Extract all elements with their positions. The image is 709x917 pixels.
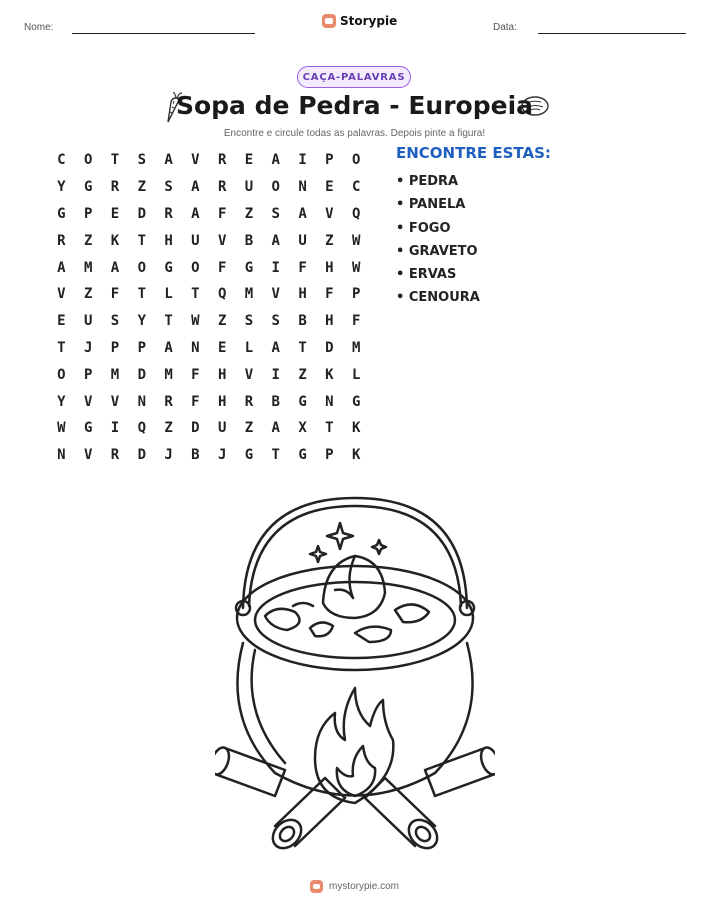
grid-letter[interactable]: N [325, 393, 334, 410]
grid-letter[interactable]: G [164, 259, 173, 276]
grid-letter[interactable]: D [137, 205, 146, 222]
word-item: • GRAVETO [396, 240, 480, 263]
grid-letter[interactable]: R [217, 179, 227, 196]
grid-letter[interactable]: R [244, 393, 254, 410]
brand-name: Storypie [340, 14, 398, 28]
grid-letter[interactable]: B [271, 393, 280, 410]
grid-letter[interactable]: Z [217, 313, 227, 330]
grid-letter[interactable]: R [164, 393, 173, 410]
storypie-logo-icon [322, 14, 336, 28]
grid-letter[interactable]: H [325, 259, 334, 276]
grid-letter[interactable]: Q [351, 205, 361, 222]
grid-letter[interactable]: O [83, 152, 93, 169]
word-item: • PANELA [396, 193, 480, 216]
grid-letter[interactable]: P [110, 339, 120, 356]
grid-letter[interactable]: N [298, 179, 307, 196]
grid-letter[interactable]: A [271, 152, 280, 169]
grid-letter[interactable]: K [351, 420, 361, 437]
grid-letter[interactable]: P [137, 339, 146, 356]
grid-letter[interactable]: L [164, 286, 173, 303]
grid-letter[interactable]: Z [137, 179, 146, 196]
grid-letter[interactable]: A [164, 339, 173, 356]
grid-letter[interactable]: D [137, 447, 146, 464]
grid-letter[interactable]: U [244, 179, 254, 196]
grid-letter[interactable]: Z [244, 205, 254, 222]
grid-letter[interactable]: A [298, 205, 307, 222]
grid-letter[interactable]: R [110, 179, 120, 196]
grid-letter[interactable]: M [110, 366, 120, 383]
grid-letter[interactable]: V [83, 393, 93, 410]
grid-letter[interactable]: S [110, 313, 120, 330]
storypie-logo-icon [310, 880, 323, 893]
grid-letter[interactable]: Y [57, 393, 66, 410]
grid-letter[interactable]: U [217, 420, 227, 437]
grid-letter[interactable]: R [110, 447, 120, 464]
grid-letter[interactable]: L [244, 339, 254, 356]
grid-letter[interactable]: R [217, 152, 227, 169]
grid-letter[interactable]: X [298, 420, 307, 437]
grid-letter[interactable]: I [271, 259, 280, 276]
grid-letter[interactable]: C [57, 152, 66, 169]
grid-letter[interactable]: G [83, 179, 93, 196]
grid-letter[interactable]: W [351, 232, 361, 249]
grid-letter[interactable]: T [164, 313, 173, 330]
grid-letter[interactable]: D [325, 339, 334, 356]
page-title: Sopa de Pedra - Europeia [175, 91, 534, 120]
grid-letter[interactable]: W [191, 313, 200, 330]
grid-letter[interactable]: Z [83, 232, 93, 249]
grid-letter[interactable]: P [83, 366, 93, 383]
grid-letter[interactable]: A [271, 339, 280, 356]
grid-letter[interactable]: U [298, 232, 307, 249]
grid-letter[interactable]: P [325, 152, 334, 169]
grid-letter[interactable]: Y [57, 179, 66, 196]
category-badge: CAÇA-PALAVRAS [297, 66, 411, 88]
grid-letter[interactable]: O [351, 152, 361, 169]
grid-letter[interactable]: H [217, 393, 227, 410]
grid-letter[interactable]: Y [137, 313, 146, 330]
grid-letter[interactable]: P [83, 205, 93, 222]
grid-letter[interactable]: I [271, 366, 280, 383]
grid-letter[interactable]: V [244, 366, 254, 383]
grid-letter[interactable]: B [298, 313, 307, 330]
grid-letter[interactable]: M [244, 286, 254, 303]
grid-letter[interactable]: M [83, 259, 93, 276]
grid-letter[interactable]: N [191, 339, 200, 356]
grid-letter[interactable]: T [57, 339, 66, 356]
grid-letter[interactable]: P [351, 286, 361, 303]
grid-letter[interactable]: L [351, 366, 361, 383]
grid-letter[interactable]: V [110, 393, 120, 410]
grid-letter[interactable]: T [325, 420, 334, 437]
grid-letter[interactable]: T [110, 152, 120, 169]
grid-letter[interactable]: O [271, 179, 280, 196]
word-list [396, 170, 480, 310]
footer [0, 880, 709, 893]
find-title: ENCONTRE ESTAS: [396, 144, 551, 162]
grid-letter[interactable]: J [83, 339, 93, 356]
grid-letter[interactable]: H [298, 286, 307, 303]
grid-letter[interactable]: E [110, 205, 120, 222]
grid-letter[interactable]: F [351, 313, 361, 330]
grid-letter[interactable]: S [164, 179, 173, 196]
date-line[interactable] [538, 33, 686, 34]
grid-letter[interactable]: S [244, 313, 254, 330]
grid-letter[interactable]: Q [137, 420, 146, 437]
cauldron-illustration [215, 478, 495, 858]
grid-letter[interactable]: O [57, 366, 66, 383]
grid-letter[interactable]: Z [325, 232, 334, 249]
grid-letter[interactable]: A [191, 205, 200, 222]
grid-letter[interactable]: J [164, 447, 173, 464]
grid-letter[interactable]: G [83, 420, 93, 437]
grid-letter[interactable]: F [191, 366, 200, 383]
grid-letter[interactable]: T [191, 286, 200, 303]
name-line[interactable] [72, 33, 255, 34]
grid-letter[interactable]: B [191, 447, 200, 464]
grid-letter[interactable]: R [57, 232, 66, 249]
grid-letter[interactable]: E [57, 313, 66, 330]
grid-letter[interactable]: M [164, 366, 173, 383]
grid-letter[interactable]: V [217, 232, 227, 249]
grid-letter[interactable]: K [351, 447, 361, 464]
grid-letter[interactable]: A [57, 259, 66, 276]
grid-letter[interactable]: P [325, 447, 334, 464]
grid-letter[interactable]: F [217, 259, 227, 276]
word-search-grid[interactable] [48, 147, 370, 469]
grid-letter[interactable]: V [191, 152, 200, 169]
grid-letter[interactable]: Z [244, 420, 254, 437]
grid-letter[interactable]: H [325, 313, 334, 330]
grid-letter[interactable]: D [191, 420, 200, 437]
grid-letter[interactable]: N [57, 447, 66, 464]
grid-letter[interactable]: I [298, 152, 307, 169]
grid-letter[interactable]: O [137, 259, 146, 276]
grid-letter[interactable]: W [57, 420, 66, 437]
grid-letter[interactable]: G [244, 447, 254, 464]
grid-letter[interactable]: S [271, 313, 280, 330]
grid-letter[interactable]: A [110, 259, 120, 276]
grid-letter[interactable]: G [298, 393, 307, 410]
grid-letter[interactable]: J [217, 447, 227, 464]
grid-letter[interactable]: F [217, 205, 227, 222]
grid-letter[interactable]: B [244, 232, 254, 249]
grid-letter[interactable]: U [191, 232, 200, 249]
grid-letter[interactable]: A [164, 152, 173, 169]
grid-letter[interactable]: O [191, 259, 200, 276]
grid-letter[interactable]: K [110, 232, 120, 249]
grid-letter[interactable]: V [325, 205, 334, 222]
grid-letter[interactable]: T [137, 232, 146, 249]
brand [322, 14, 397, 28]
grid-letter[interactable]: G [244, 259, 254, 276]
word-item: • PEDRA [396, 170, 480, 193]
grid-letter[interactable]: G [57, 205, 66, 222]
grid-letter[interactable]: U [83, 313, 93, 330]
grid-letter[interactable]: V [83, 447, 93, 464]
grid-letter[interactable]: Z [83, 286, 93, 303]
grid-letter[interactable]: Z [298, 366, 307, 383]
grid-letter[interactable]: N [137, 393, 146, 410]
word-item: • FOGO [396, 217, 480, 240]
grid-letter[interactable]: F [325, 286, 334, 303]
footer-url[interactable]: mystorypie.com [328, 881, 399, 892]
grid-letter[interactable]: T [298, 339, 307, 356]
grid-letter[interactable]: A [191, 179, 200, 196]
grid-letter[interactable]: F [110, 286, 120, 303]
grid-letter[interactable]: Z [164, 420, 173, 437]
word-item: • ERVAS [396, 263, 480, 286]
grid-letter[interactable]: W [351, 259, 361, 276]
grid-letter[interactable]: H [164, 232, 173, 249]
grid-letter[interactable]: H [217, 366, 227, 383]
grid-letter[interactable]: M [351, 339, 361, 356]
grid-letter[interactable]: G [298, 447, 307, 464]
name-label: Nome: [24, 22, 54, 33]
grid-letter[interactable]: A [271, 232, 280, 249]
word-item: • CENOURA [396, 286, 480, 309]
grid-letter[interactable]: R [164, 205, 173, 222]
grid-letter[interactable]: S [137, 152, 146, 169]
grid-letter[interactable]: F [191, 393, 200, 410]
grid-letter[interactable]: C [351, 179, 361, 196]
grid-letter[interactable]: D [137, 366, 146, 383]
grid-letter[interactable]: E [217, 339, 227, 356]
grid-letter[interactable]: E [325, 179, 334, 196]
grid-letter[interactable]: K [325, 366, 334, 383]
grid-letter[interactable]: I [110, 420, 120, 437]
grid-letter[interactable]: G [351, 393, 361, 410]
grid-letter[interactable]: V [271, 286, 280, 303]
grid-letter[interactable]: E [244, 152, 254, 169]
grid-letter[interactable]: V [57, 286, 66, 303]
grid-letter[interactable]: T [137, 286, 146, 303]
grid-letter[interactable]: Q [217, 286, 227, 303]
grid-letter[interactable]: F [298, 259, 307, 276]
grid-letter[interactable]: S [271, 205, 280, 222]
date-label: Data: [493, 22, 517, 33]
grid-letter[interactable]: T [271, 447, 280, 464]
instructions: Encontre e circule todas as palavras. Depois pinte a figura! [223, 128, 486, 139]
grid-letter[interactable]: A [271, 420, 280, 437]
